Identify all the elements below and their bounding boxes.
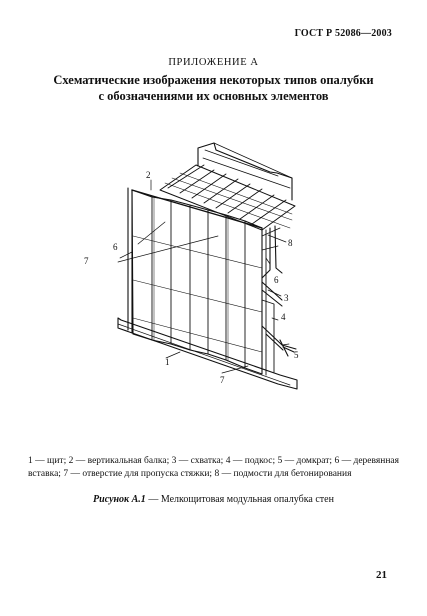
- callout-8: 8: [288, 238, 293, 248]
- appendix-heading: ПРИЛОЖЕНИЕ А: [168, 57, 259, 68]
- callout-6a: 6: [113, 242, 118, 252]
- callout-3: 3: [284, 293, 289, 303]
- callout-7a: 7: [84, 256, 89, 266]
- caption-label: Рисунок А.1: [93, 494, 146, 505]
- callout-4: 4: [281, 312, 286, 322]
- callout-6b: 6: [274, 275, 279, 285]
- brace: [262, 326, 296, 350]
- caption-text: — Мелкощитовая модульная опалубка стен: [145, 494, 334, 505]
- callout-2: 2: [146, 170, 151, 180]
- standard-designation: ГОСТ Р 52086—2003: [294, 28, 392, 39]
- page-number: 21: [376, 569, 387, 581]
- figure-legend: 1 — щит; 2 — вертикальная балка; 3 — схватка; 4 — подкос; 5 — домкрат; 6 — деревянная вставка; 7 — отверстие для пропуска стяжки; 8 — подмости для бетонирования: [28, 456, 399, 479]
- vertical-beam: [128, 188, 132, 333]
- title-line-2: с обозначениями их основных элементов: [98, 89, 329, 103]
- callout-5: 5: [294, 350, 299, 360]
- title-line-1: Схематические изображения некоторых типов опалубки: [53, 73, 374, 87]
- waler: [262, 282, 282, 306]
- callout-1: 1: [165, 357, 170, 367]
- callout-7b: 7: [220, 375, 225, 385]
- scaffold-bracket: [262, 226, 282, 278]
- figure-caption: [0, 494, 427, 505]
